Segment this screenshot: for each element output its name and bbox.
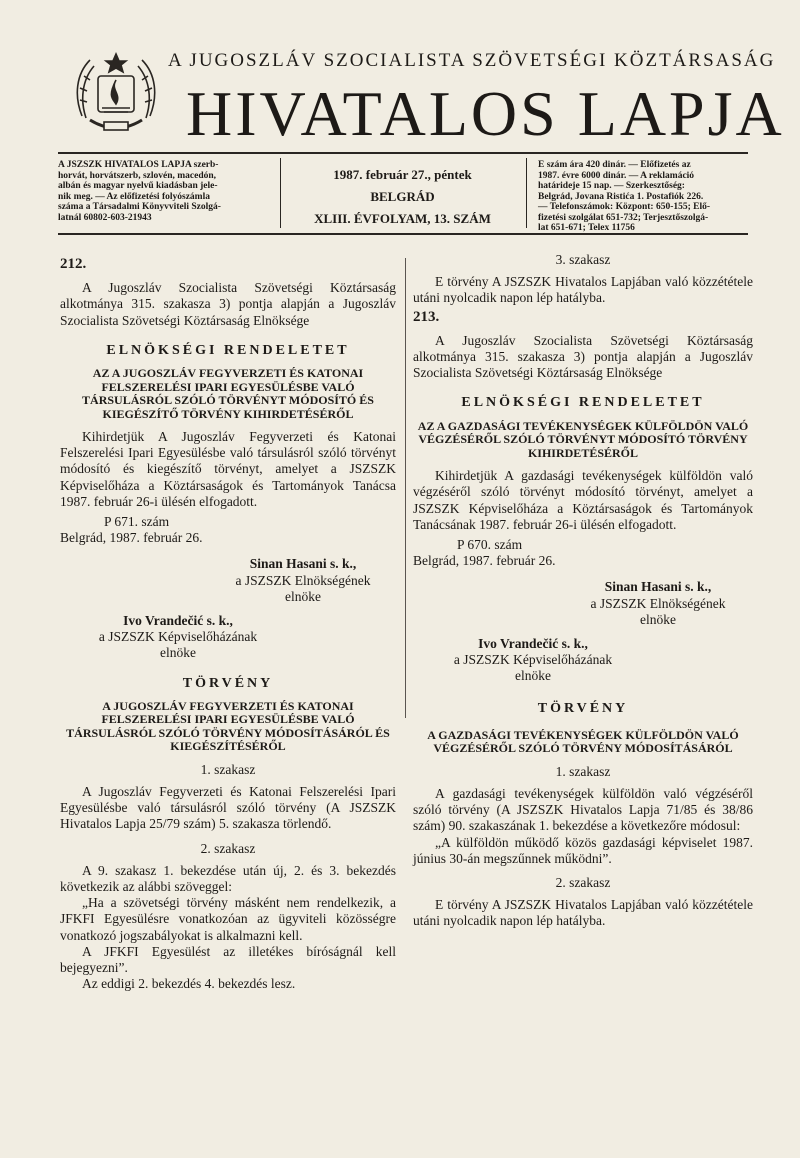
right-column — [413, 252, 753, 930]
signatory-role: elnöke — [640, 611, 676, 627]
law-heading: TÖRVÉNY — [182, 675, 274, 691]
section-text: A gazdasági tevékenységek külföldön való végzéséről szóló törvény (A JSZSZK Hivatalos Lapja 71/85 és 38/86 szám) 90. szakaszának 1. bekezdése a következőre módosul: — [413, 785, 753, 834]
decree-heading: ELNÖKSÉGI RENDELETET — [461, 395, 705, 411]
info-left-line: albán és magyar nyelvű kiadásban jele- — [58, 181, 218, 191]
info-right-line: — Telefonszámok: Központ: 650-155; Elő- — [538, 202, 711, 212]
emblem-icon — [70, 46, 162, 146]
coat-of-arms-emblem — [70, 46, 162, 146]
header-rule-bottom — [58, 233, 748, 235]
info-right-line: határideje 15 nap. — Szerkesztőség: — [538, 181, 685, 191]
act-number: 213. — [413, 308, 440, 325]
reference-number: P 671. szám — [104, 514, 170, 530]
masthead-title: HIVATALOS LAPJA — [186, 78, 785, 149]
issue-volume: XLIII. ÉVFOLYAM, 13. SZÁM — [314, 211, 491, 226]
decree-text: Kihirdetjük A gazdasági tevékenységek külföldön való végzéséről szóló törvényt módosító törvényt, amelyet a JSZSZK Képviselőháza a Köztársaságok és Tartományok Tanácsának 1987. február 26-i ülésén elfogadott. — [413, 468, 753, 532]
section-heading: 3. szakasz — [555, 252, 611, 267]
quoted-text: „Ha a szövetségi törvény másként nem rendelkezik, a JFKFI Egyesülésre vonatkozóan az ügyviteli közösségre vonatkozó jogszabályokat is alkalmazni kell. — [60, 895, 396, 943]
info-divider-right — [526, 158, 527, 228]
info-right-line: 1987. évre 6000 dinár. — A reklamáció — [538, 170, 695, 181]
info-divider-left — [280, 158, 281, 228]
info-left-line: nik meg. — Az előfizetési folyószámla — [58, 191, 210, 202]
section-text: E törvény A JSZSZK Hivatalos Lapjában való közzététele utáni nyolcadik napon lép hatályba. — [413, 897, 753, 929]
quoted-text: „A külföldön működő közös gazdasági képviselet 1987. június 30-án megszűnnek működni”. — [413, 834, 753, 866]
info-right-line: fizetési szolgálat 651-732; Terjesztőszolgá- — [538, 212, 709, 223]
signatory-name: Sinan Hasani s. k., — [604, 579, 712, 595]
info-left — [58, 160, 273, 223]
signatory-name: Ivo Vrandečić s. k., — [478, 635, 588, 651]
section-text: A Jugoszláv Fegyverzeti és Katonai Felszerelési Ipari Egyesülésbe való társulásról szóló törvény (A JSZSZK Hivatalos Lapja 25/79 szám) 5. szakasza törlendő. — [60, 784, 396, 832]
info-left-line: horvát, horvátszerb, szlovén, macedón, — [58, 170, 217, 181]
reference-place-date: Belgrád, 1987. február 26. — [413, 553, 556, 569]
signatory-role: a JSZSZK Elnökségének — [590, 595, 726, 611]
signatory-role: a JSZSZK Képviselőházának — [453, 652, 613, 668]
signature-block — [60, 556, 396, 605]
info-left-line: száma a Társadalmi Könyvviteli Szolgá- — [58, 202, 221, 212]
signatory-name: Sinan Hasani s. k., — [249, 556, 357, 572]
info-right-line: Belgrád, Jovana Ristića 1. Postafiók 226. — [538, 191, 704, 202]
preamble: A Jugoszláv Szocialista Szövetségi Köztársaság alkotmánya 315. szakasza 3) pontja alapján a Jugoszláv Szocialista Szövetségi Köztársaság Elnöksége — [413, 332, 753, 381]
reference-place-date: Belgrád, 1987. február 26. — [60, 530, 203, 546]
masthead-top-line: A JUGOSZLÁV SZOCIALISTA SZÖVETSÉGI KÖZTÁRSASÁG — [168, 50, 776, 71]
section-heading: 1. szakasz — [200, 761, 256, 777]
quoted-text: A JFKFI Egyesülést az illetékes bíróságnál kell bejegyezni”. — [60, 943, 396, 976]
signature-block — [60, 613, 396, 662]
section-heading: 2. szakasz — [200, 840, 256, 856]
signature-block — [413, 579, 753, 628]
info-right-line: E szám ára 420 dinár. — Előfizetés az — [538, 160, 691, 170]
issue-city: BELGRÁD — [370, 189, 435, 204]
signatory-role: a JSZSZK Képviselőházának — [98, 629, 258, 645]
section-heading: 1. szakasz — [555, 763, 611, 779]
signature-block — [413, 636, 753, 685]
decree-text: Kihirdetjük A Jugoszláv Fegyverzeti és Katonai Felszerelési Ipari Egyesülésbe való társulásról szóló törvényt módosító és kiegészítő törvényt, amelyet a JSZSZK Képviselőháza a Köztársaságok és Tartományok Tanácsa 1987. február 26-i ülésén elfogadott. — [60, 429, 396, 509]
signatory-role: elnöke — [515, 668, 551, 684]
law-title: A JUGOSZLÁV FEGYVERZETI ÉS KATONAI FELSZERELÉSI IPARI EGYESÜLÉSBE VALÓ TÁRSULÁSRÓL SZÓLÓ TÖRVÉNY MÓDOSÍTÁSÁRÓL ÉS KIEGÉSZÍTÉSÉRŐL — [66, 698, 390, 754]
reference-number: P 670. szám — [457, 536, 523, 552]
signatory-name: Ivo Vrandečić s. k., — [123, 613, 233, 629]
law-title: A GAZDASÁGI TEVÉKENYSÉGEK KÜLFÖLDÖN VALÓ VÉGZÉSÉRŐL SZÓLÓ TÖRVÉNY MÓDOSÍTÁSÁRÓL — [427, 727, 739, 756]
info-center — [285, 164, 520, 230]
signatory-role: elnöke — [285, 588, 321, 604]
signatory-role: elnöke — [160, 645, 196, 661]
header-rule-top — [58, 152, 748, 154]
section-heading: 2. szakasz — [555, 874, 611, 890]
info-left-line: A JSZSZK HIVATALOS LAPJA szerb- — [58, 160, 219, 170]
signatory-role: a JSZSZK Elnökségének — [235, 572, 371, 588]
left-column — [60, 252, 396, 993]
info-right-line: lat 651-671; Telex 11756 — [538, 223, 635, 233]
section-text: E törvény A JSZSZK Hivatalos Lapjában való közzététele utáni nyolcadik napon lép hatályba. — [413, 274, 753, 306]
section-text: Az eddigi 2. bekezdés 4. bekezdés lesz. — [82, 976, 296, 992]
decree-title: AZ A GAZDASÁGI TEVÉKENYSÉGEK KÜLFÖLDÖN VALÓ VÉGZÉSÉRŐL SZÓLÓ TÖRVÉNYT MÓDOSÍTÓ TÖRVÉNY KIHIRDETÉSÉRŐL — [417, 418, 749, 460]
info-right — [538, 160, 748, 234]
column-divider — [405, 258, 406, 718]
section-text: A 9. szakasz 1. bekezdése után új, 2. és 3. bekezdés következik az alábbi szöveggel: — [60, 862, 396, 895]
decree-heading: ELNÖKSÉGI RENDELETET — [106, 342, 350, 358]
law-heading: TÖRVÉNY — [537, 700, 629, 716]
issue-date: 1987. február 27., péntek — [333, 167, 472, 182]
decree-title: AZ A JUGOSZLÁV FEGYVERZETI ÉS KATONAI FELSZERELÉSI IPARI EGYESÜLÉSBE VALÓ TÁRSULÁSRÓL SZÓLÓ TÖRVÉNYT MÓDOSÍTÓ ÉS KIEGÉSZÍTŐ TÖRVÉNY KIHIRDETÉSÉRŐL — [82, 366, 374, 421]
preamble: A Jugoszláv Szocialista Szövetségi Köztársaság alkotmánya 315. szakasza 3) pontja alapján a Jugoszláv Szocialista Szövetségi Köztársaság Elnöksége — [60, 280, 396, 328]
info-left-line: latnál 60802-603-21943 — [58, 212, 152, 223]
act-number: 212. — [60, 256, 87, 272]
